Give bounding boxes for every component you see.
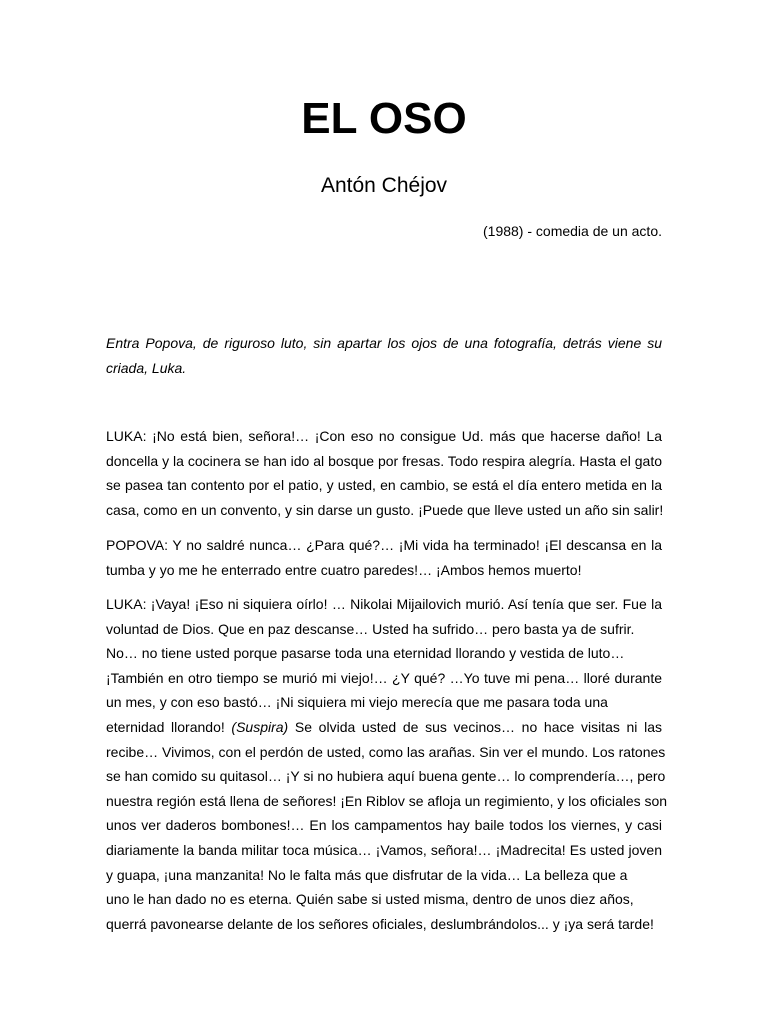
text-line: tumba y yo me he enterrado entre cuatro paredes!… ¡Ambos hemos muerto! — [106, 561, 582, 578]
stage-note: (Suspira) — [231, 718, 289, 735]
text-line: nuestra región está llena de señores! ¡En Riblov se afloja un regimiento, y los oficiales son — [106, 792, 668, 809]
text-line: ¡También en otro tiempo se murió mi viejo!… ¿Y qué? …Yo tuve mi pena… lloré durante — [106, 669, 662, 686]
text-line: recibe… Vivimos, con el perdón de usted, como las arañas. Sin ver el mundo. Los ratones — [106, 743, 666, 760]
text-line: un mes, y con eso bastó… ¡Ni siquiera mi viejo merecía que me pasara toda una — [106, 694, 608, 711]
text-line: diariamente la banda militar toca música… ¡Vamos, señora!… ¡Madrecita! Es usted joven — [106, 841, 662, 858]
dialogue-paragraph-luka-1 — [106, 424, 662, 522]
text-line: LUKA: ¡No está bien, señora!… ¡Con eso no consigue Ud. más que hacerse daño! La — [106, 428, 662, 444]
subtitle: (1988) - comedia de un acto. — [483, 223, 662, 239]
text-line: unos ver daderos bombones!… En los campamentos hay baile todos los viernes, y casi — [106, 817, 662, 834]
dialogue-paragraph-luka-2 — [106, 592, 668, 936]
text-line: doncella y la cocinera se han ido al bosque por fresas. Todo respira alegría. Hasta el gato — [106, 452, 662, 469]
text-line: No… no tiene usted porque pasarse toda una eternidad llorando y vestida de luto… — [106, 645, 625, 662]
text-line-with-stage-note — [106, 715, 662, 740]
author-name: Antón Chéjov — [320, 174, 448, 197]
text-line: casa, como en un convento, y sin darse un gusto. ¡Puede que lleve usted un año sin salir! — [106, 501, 664, 518]
text-line: uno le han dado no es eterna. Quién sabe si usted misma, dentro de unos diez años, — [106, 891, 634, 908]
text-line: Entra Popova, de riguroso luto, sin apartar los ojos de una fotografía, detrás viene su — [106, 335, 662, 351]
text-line: y guapa, ¡una manzanita! No le falta más que disfrutar de la vida… La belleza que a — [106, 866, 628, 883]
text-line: se pasea tan contento por el patio, y usted, en cambio, se está el día entero metida en la — [106, 477, 662, 494]
text-line: criada, Luka. — [106, 359, 187, 376]
stage-direction — [106, 331, 662, 380]
text-run: eternidad llorando! — [106, 718, 232, 735]
text-line: LUKA: ¡Vaya! ¡Eso ni siquiera oírlo! … Nikolai Mijailovich murió. Así tenía que ser. Fue la — [106, 596, 662, 612]
text-line: POPOVA: Y no saldré nunca… ¿Para qué?… ¡Mi vida ha terminado! ¡El descansa en la — [106, 537, 662, 553]
text-run: Se olvida usted de sus vecinos… no hace visitas ni las — [288, 718, 662, 735]
text-line: voluntad de Dios. Que en paz descanse… Usted ha sufrido… pero basta ya de sufrir. — [106, 620, 635, 637]
text-line: se han comido su quitasol… ¡Y si no hubiera aquí buena gente… lo comprendería…, pero — [106, 768, 666, 785]
dialogue-paragraph-popova — [106, 533, 662, 582]
page-title: EL OSO — [301, 94, 467, 143]
text-line: querrá pavonearse delante de los señores oficiales, deslumbrándolos... y ¡ya será tarde! — [106, 915, 654, 932]
